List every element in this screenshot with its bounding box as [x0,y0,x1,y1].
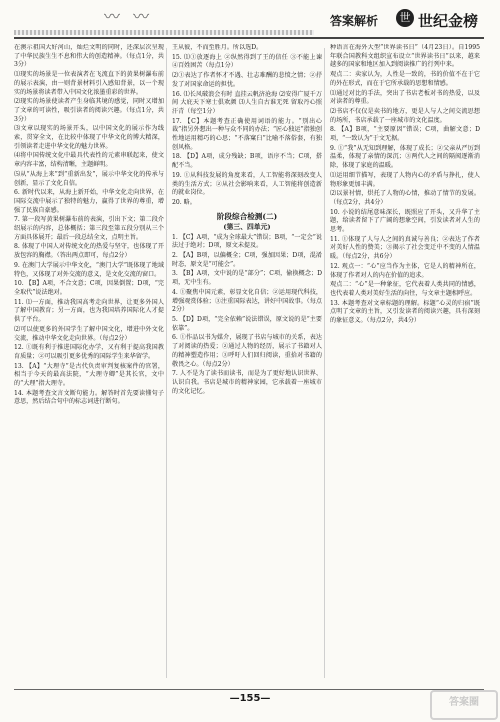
answer-paragraph: 9. ①“我”从无知到理解，体现了成长；②父亲从严厉到温柔，体现了亲情的深沉；③两代人之间的隔阂逐渐消除，体现了家庭的温暖。 [330,144,480,170]
header-decorative-strip [14,30,314,35]
answer-paragraph: 8. 【A】B项，“主要原因”错误；C项，曲解文意；D项，“一致认为”于文无据。 [330,126,480,143]
answer-paragraph: ⑵可以使更多的外国学生了解中国文化，增进中外文化交流，推动中华文化走向世界。（每点2分） [14,325,164,342]
answer-paragraph: 种语言在海外大型“世界读书日”（4月23日）。自1995年联合国教科文组织宣布设立“世界读书日”以来，越来越多的国家和地区加入到阅读推广的行列中来。 [330,44,480,69]
answer-paragraph: 观点二：“心”是一种象征，它代表着人类共同的情感，也代表着人类对美好生活的向往，与文章主题相呼应。 [330,281,480,297]
answer-paragraph: 7. 第一段写黄果树瀑布前的表演，引出下文；第二段介绍展示的内容，总体概括；第三段至第五段分别从三个方面具体展开；最后一段总结全文，点明主旨。 [14,216,164,241]
column-divider [166,48,167,678]
answer-column-middle [172,44,322,684]
answer-paragraph: ⑵以景衬情，烘托了人物的心情，推动了情节的发展。（每点2分，共4分） [330,190,480,206]
answer-paragraph: 在澳示祖国大好河山，灿烂文明的同时，还深层次呈现了中华民族生生不息和伟大的创造精神。（每点1分，共3分） [14,44,164,69]
answer-paragraph: ⑴通过对比的手法，突出了书店老板对书的热爱，以及对读者的尊重。 [330,89,480,106]
header-rule [14,37,484,39]
answer-paragraph: ⑵书店不仅仅是卖书的地方，更是人与人之间交流思想的场所，书店承载了一座城市的文化温度。 [330,107,480,124]
answer-paragraph: ⑷将中国传统文化中最具代表性的元素串联起来，使文章内容丰富，结构清晰，主题鲜明。 [14,152,164,169]
answer-paragraph: 11. ①体现了人与人之间的真诚与善良；②表达了作者对美好人性的赞美；③揭示了社会变迁中不变的人情温暖。（每点2分，共6分） [330,235,480,261]
answer-paragraph: ⑶文章以现实的场景开头，以中国文化的展示作为线索，贯穿全文，在比较中体现了中华文化的博大精深，引领读者走进中华文化的魅力世界。 [14,125,164,150]
birds-decoration-icon: 〰 〰 [104,7,154,26]
answer-paragraph: 2. 【A】B项，以偏概全；C项，强加因果；D项，混淆时态，原文是“可能会”。 [172,252,322,268]
answer-paragraph: 15. ⑴①放逐海上 ②纵然得到了王的信任 ③不能上谏 ④百姓困苦（每点1分） [172,53,322,70]
answer-paragraph: 16. ⑴长风破浪会有时 直挂云帆济沧海 ⑵安得广厦千万间 大庇天下寒士俱欢颜 ⑶人生自古谁无死 留取丹心照汗青（每空1分） [172,90,322,115]
section-subtitle: (第三、四单元) [223,222,271,231]
answer-paragraph: 18. 【D】A项，成分残缺；B项，语序不当；C项，搭配不当。 [172,153,322,170]
watermark-logo: 答案圈 [430,690,498,720]
answer-paragraph: 12. 观点一：“心”应当作为主体，它是人的精神所在，体现了作者对人的内在价值的追求。 [330,262,480,279]
answer-paragraph: ⑵①表达了作者怀才不遇、壮志难酬的悲愤之情；②抒发了对国家命运的担忧。 [172,72,322,88]
page-number: —155— [229,693,271,704]
answer-paragraph: 17. 【C】本题考查正确使用词语的能力。“别出心裁”指另外想出一种与众不同的办法；“匠心独运”指独创性地运用精巧的心思；“不落窠臼”比喻不落俗套，有独创风格。 [172,117,322,151]
brand-name: 世纪金榜 [418,12,479,30]
section-label: 答案解析 [330,14,379,28]
answer-paragraph: 14. 本题考查文言文断句能力。解答时首先要读懂句子意思，然后结合句中的标志词进行断句。 [14,389,164,406]
page-header [0,0,500,44]
answer-paragraph: ⑸从“从海上来”到“重新出发”，展示中华文化的传承与创新，显示了文化自信。 [14,170,164,187]
answer-paragraph: 王从彼，不而至胜月。所以选D。 [172,44,263,51]
answer-paragraph: 13. 【A】“大理寺”是古代负责审判复核案件的官署，相当于今天的最高法院，“大理寺卿”是其长官，文中的“大理”指大理寺。 [14,362,164,388]
footer-rule [14,689,484,690]
column-divider [324,48,325,678]
answer-paragraph: 5. 【D】D项，“完全依赖”说法错误，原文说的是“主要依靠”。 [172,315,322,332]
answer-paragraph: 13. 本题考查对文章标题的理解。标题“心灵的归宿”既点明了文章的主旨，又引发读者的阅读兴趣，具有深刻的象征意义。（每点2分，共4分） [330,299,480,325]
answer-paragraph: 7. 人不是为了读书而读书，而是为了更好地认识世界、认识自我。书店是城市的精神家园，它承载着一座城市的文化记忆。 [172,370,322,395]
answer-paragraph: 观点二：卖家认为，人性是一致的，书的价值不在于它的外在形式，而在于它所承载的思想和情感。 [330,71,480,87]
brand-logo-icon: 世 [396,9,414,27]
answer-paragraph: 6. 新时代以来，从海上新开始，中华文化走向世界，在国际交流中展示了独特的魅力，赢得了世界的尊重，增强了民族自豪感。 [14,189,164,214]
answer-paragraph: 8. 体现了中国人对传统文化的热爱与坚守，也体现了开放包容的胸襟。（答出两点即可，每点2分） [14,243,164,260]
answer-paragraph: ⑴运用细节描写，表现了人物内心的矛盾与挣扎，使人物形象更加丰满。 [330,171,480,188]
answer-paragraph: 3. 【B】A项，文中说的是“部分”；C项，偷换概念；D项，无中生有。 [172,270,322,287]
section-title: 阶段综合检测(二) [216,211,278,221]
answer-paragraph: 6. ①作品以书为媒介，展现了书店与城市的关系，表达了对阅读的热爱；②通过人物的经历，展示了书籍对人的精神塑造作用；③呼吁人们回归阅读，重拾对书籍的敬畏之心。（每点2分） [172,334,322,368]
answer-paragraph: 9. 在澳门大学展示中华文化，“澳门大学”既体现了地域特色，又体现了对外交流的意义，是文化交流的窗口。 [14,261,164,278]
answer-paragraph: 1. 【C】A项，“成为全球最大”错误；B项，“一定会”说法过于绝对；D项，原文未提及。 [172,233,322,250]
answer-paragraph: 19. ①从科技发展的角度来看，人工智能将深刻改变人类的生活方式；②从社会影响来看，人工智能将创造新的就业岗位。 [172,171,322,197]
answer-paragraph: 10. 【B】A项，不合文意；C项，因果倒置；D项，“完全取代”说法绝对。 [14,280,164,296]
answer-paragraph: ⑴现实的场景是一位表演者在飞流直下的黄果树瀑布前的展示表演，由一则背景材料引入感知背景，以一个现实的场景将读者带入中国文化浓墨重彩的世界。 [14,71,164,96]
answer-paragraph: ⑵现实的场景使读者产生身临其境的感觉，同时又增加了文章的可读性，吸引读者的阅读兴趣。（每点1分，共3分） [14,98,164,123]
answer-column-left [14,44,164,684]
answer-paragraph: 11. ⑴一方面，推动我国高考走向世界，让更多外国人了解中国教育；另一方面，也为我国培养国际化人才提供了平台。 [14,298,164,324]
answer-paragraph: 12. ①既有利于推进国际化办学，又有利于提高我国教育质量；②可以吸引更多优秀的国际学生来华留学。 [14,344,164,360]
answer-paragraph: 20. 略。 [172,198,196,206]
answer-paragraph: 10. 小说的结尾意味深长，既照应了开头，又升华了主题，给读者留下了广阔的想象空间，引发读者对人生的思考。 [330,208,480,234]
answer-column-right [330,44,480,684]
answer-paragraph: 4. ①聚焦中国元素，彰显文化自信；②运用现代科技，增强观赏体验；③注重国际表达，讲好中国故事。（每点2分） [172,288,322,314]
